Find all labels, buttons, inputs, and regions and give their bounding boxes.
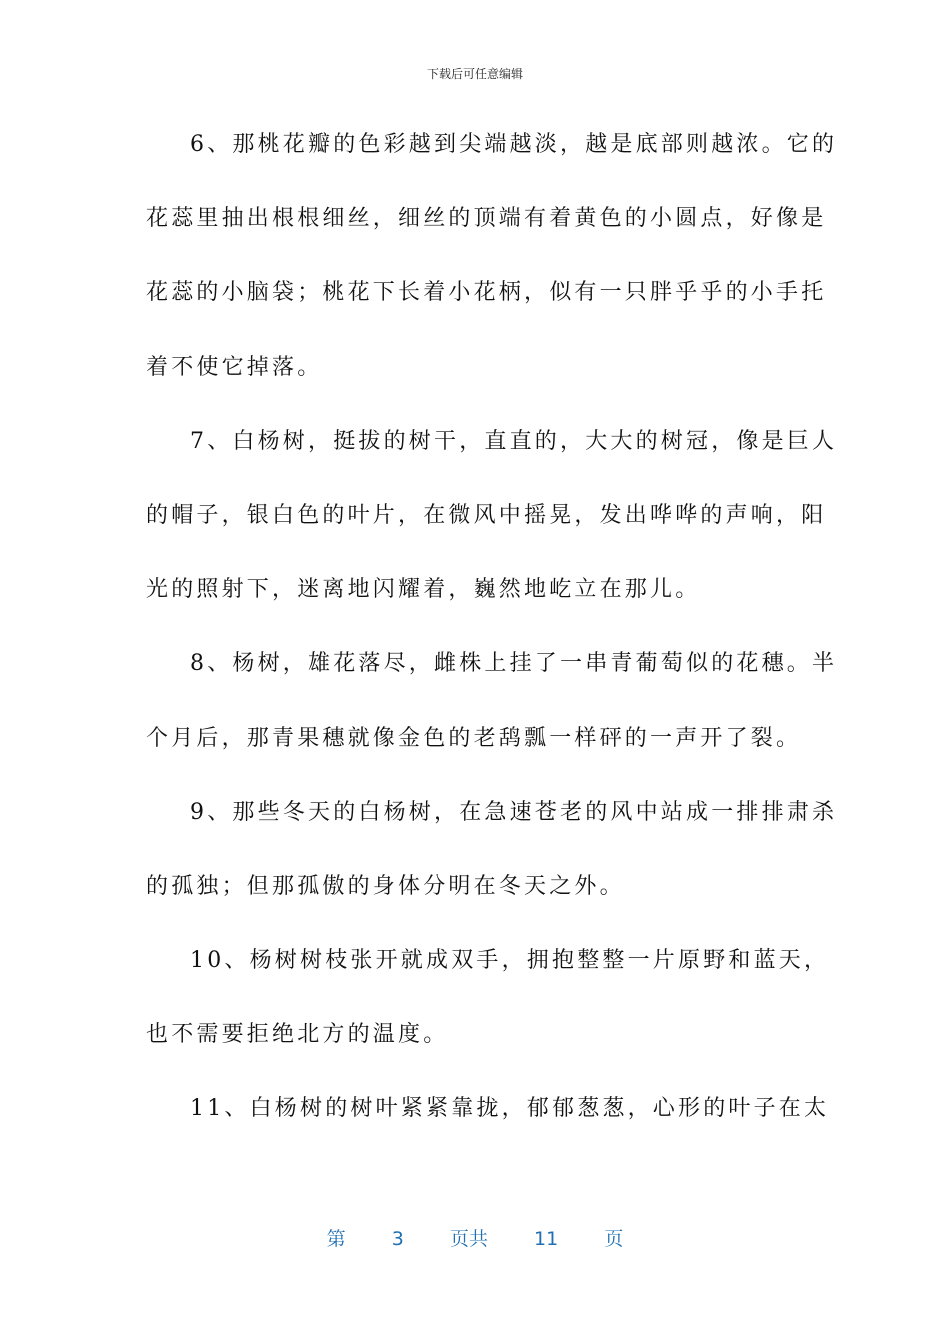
paragraph-9-line-2: 的孤独；但那孤傲的身体分明在冬天之外。 xyxy=(146,873,625,899)
document-body xyxy=(146,108,838,1147)
footer-suffix: 页 xyxy=(604,1228,624,1250)
paragraph-6-line-2: 花蕊里抽出根根细丝，细丝的顶端有着黄色的小圆点，好像是 xyxy=(146,206,827,232)
paragraph-6-line-4: 着不使它掉落。 xyxy=(146,354,323,380)
paragraph-8-line-1: 8、杨树，雄花落尽，雌株上挂了一串青葡萄似的花穗。半 xyxy=(190,651,838,677)
footer-total-pages: 11 xyxy=(534,1228,559,1250)
paragraph-9-line-1: 9、那些冬天的白杨树，在急速苍老的风中站成一排排肃杀 xyxy=(190,799,838,825)
paragraph-7-line-3: 光的照射下，迷离地闪耀着，巍然地屹立在那儿。 xyxy=(146,577,701,603)
paragraph-7-line-2: 的帽子，银白色的叶片，在微风中摇晃，发出哗哗的声响，阳 xyxy=(146,502,827,528)
footer-middle: 页共 xyxy=(449,1228,488,1250)
paragraph-10-line-2: 也不需要拒绝北方的温度。 xyxy=(146,1022,449,1048)
footer-current-page: 3 xyxy=(391,1228,404,1250)
paragraph-6-line-1: 6、那桃花瓣的色彩越到尖端越淡，越是底部则越浓。它的 xyxy=(190,132,838,157)
paragraph-10-line-1: 10、杨树树枝张开就成双手，拥抱整整一片原野和蓝天， xyxy=(190,948,830,974)
paragraph-11-line-1: 11、白杨树的树叶紧紧靠拢，郁郁葱葱，心形的叶子在太 xyxy=(190,1096,830,1122)
footer-prefix: 第 xyxy=(326,1228,346,1250)
paragraph-6-line-3: 花蕊的小脑袋；桃花下长着小花柄，似有一只胖乎乎的小手托 xyxy=(146,280,827,306)
page-number-footer xyxy=(0,1226,950,1252)
paragraph-8-line-2: 个月后，那青果穗就像金色的老鸹瓢一样砰的一声开了裂。 xyxy=(146,725,802,751)
paragraph-7-line-1: 7、白杨树，挺拔的树干，直直的，大大的树冠，像是巨人 xyxy=(190,428,838,454)
page-header-note: 下载后可任意编辑 xyxy=(426,67,523,81)
